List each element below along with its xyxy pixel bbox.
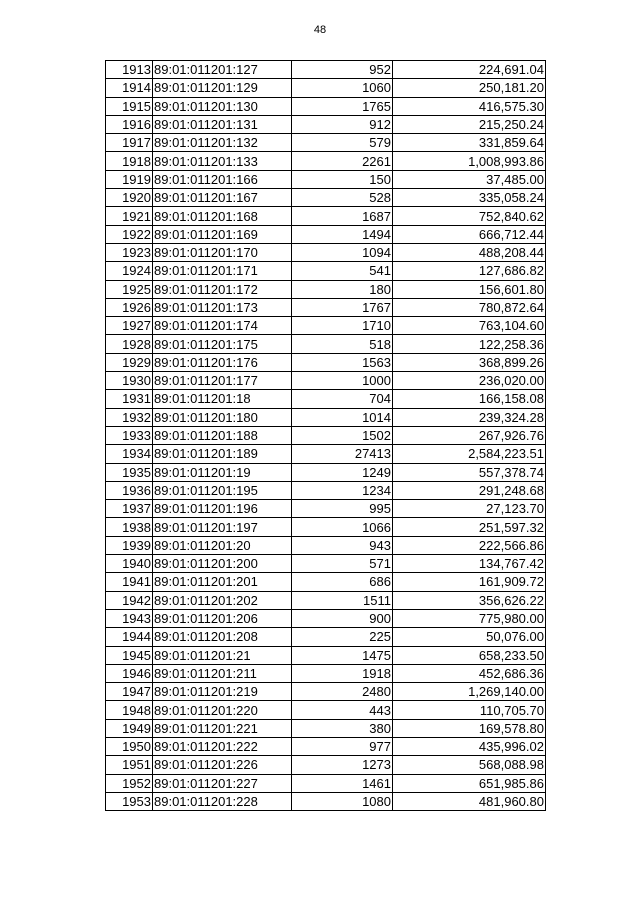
cadastral-value-cell: 368,899.26 (393, 353, 546, 371)
area-cell: 1767 (292, 298, 393, 316)
cadastral-number-cell: 89:01:011201:206 (153, 609, 292, 627)
table-row (106, 372, 546, 390)
cadastral-number-cell: 89:01:011201:132 (153, 134, 292, 152)
area-cell: 1687 (292, 207, 393, 225)
table-row (106, 280, 546, 298)
cadastral-value-cell: 239,324.28 (393, 408, 546, 426)
row-number-cell: 1949 (106, 719, 153, 737)
area-cell: 1249 (292, 463, 393, 481)
table-body (106, 61, 546, 811)
cadastral-value-cell: 752,840.62 (393, 207, 546, 225)
cadastral-value-cell: 658,233.50 (393, 646, 546, 664)
cadastral-number-cell: 89:01:011201:21 (153, 646, 292, 664)
row-number-cell: 1930 (106, 372, 153, 390)
area-cell: 1494 (292, 225, 393, 243)
table-row (106, 189, 546, 207)
area-cell: 380 (292, 719, 393, 737)
row-number-cell: 1944 (106, 628, 153, 646)
table-row (106, 262, 546, 280)
area-cell: 1765 (292, 97, 393, 115)
table-row (106, 463, 546, 481)
cadastral-number-cell: 89:01:011201:168 (153, 207, 292, 225)
cadastral-number-cell: 89:01:011201:222 (153, 737, 292, 755)
cadastral-number-cell: 89:01:011201:180 (153, 408, 292, 426)
cadastral-value-table (105, 60, 546, 811)
table-row (106, 737, 546, 755)
row-number-cell: 1937 (106, 500, 153, 518)
cadastral-number-cell: 89:01:011201:220 (153, 701, 292, 719)
area-cell: 180 (292, 280, 393, 298)
area-cell: 686 (292, 573, 393, 591)
table-row (106, 207, 546, 225)
row-number-cell: 1926 (106, 298, 153, 316)
row-number-cell: 1916 (106, 115, 153, 133)
cadastral-value-cell: 568,088.98 (393, 756, 546, 774)
table-row (106, 555, 546, 573)
cadastral-number-cell: 89:01:011201:208 (153, 628, 292, 646)
cadastral-value-cell: 435,996.02 (393, 737, 546, 755)
area-cell: 900 (292, 609, 393, 627)
cadastral-number-cell: 89:01:011201:201 (153, 573, 292, 591)
area-cell: 1511 (292, 591, 393, 609)
cadastral-value-cell: 416,575.30 (393, 97, 546, 115)
area-cell: 571 (292, 555, 393, 573)
row-number-cell: 1938 (106, 518, 153, 536)
cadastral-number-cell: 89:01:011201:175 (153, 335, 292, 353)
table-row (106, 481, 546, 499)
cadastral-value-cell: 557,378.74 (393, 463, 546, 481)
table-row (106, 591, 546, 609)
row-number-cell: 1951 (106, 756, 153, 774)
table-row (106, 134, 546, 152)
row-number-cell: 1935 (106, 463, 153, 481)
table-row (106, 426, 546, 444)
area-cell: 579 (292, 134, 393, 152)
table-row (106, 152, 546, 170)
area-cell: 1918 (292, 664, 393, 682)
cadastral-value-cell: 335,058.24 (393, 189, 546, 207)
cadastral-number-cell: 89:01:011201:188 (153, 426, 292, 444)
cadastral-value-cell: 251,597.32 (393, 518, 546, 536)
table-row (106, 115, 546, 133)
table-row (106, 225, 546, 243)
cadastral-number-cell: 89:01:011201:200 (153, 555, 292, 573)
cadastral-value-cell: 651,985.86 (393, 774, 546, 792)
table-row (106, 408, 546, 426)
area-cell: 1461 (292, 774, 393, 792)
cadastral-number-cell: 89:01:011201:174 (153, 317, 292, 335)
cadastral-value-cell: 224,691.04 (393, 61, 546, 79)
cadastral-value-cell: 780,872.64 (393, 298, 546, 316)
row-number-cell: 1946 (106, 664, 153, 682)
table-row (106, 445, 546, 463)
area-cell: 1234 (292, 481, 393, 499)
cadastral-value-cell: 356,626.22 (393, 591, 546, 609)
cadastral-number-cell: 89:01:011201:219 (153, 683, 292, 701)
table-row (106, 243, 546, 261)
cadastral-value-cell: 666,712.44 (393, 225, 546, 243)
row-number-cell: 1952 (106, 774, 153, 792)
cadastral-number-cell: 89:01:011201:176 (153, 353, 292, 371)
row-number-cell: 1924 (106, 262, 153, 280)
cadastral-number-cell: 89:01:011201:167 (153, 189, 292, 207)
area-cell: 704 (292, 390, 393, 408)
row-number-cell: 1922 (106, 225, 153, 243)
cadastral-number-cell: 89:01:011201:18 (153, 390, 292, 408)
cadastral-number-cell: 89:01:011201:127 (153, 61, 292, 79)
cadastral-number-cell: 89:01:011201:19 (153, 463, 292, 481)
cadastral-value-cell: 2,584,223.51 (393, 445, 546, 463)
table-row (106, 756, 546, 774)
cadastral-value-cell: 331,859.64 (393, 134, 546, 152)
cadastral-value-cell: 1,008,993.86 (393, 152, 546, 170)
cadastral-number-cell: 89:01:011201:170 (153, 243, 292, 261)
cadastral-number-cell: 89:01:011201:226 (153, 756, 292, 774)
row-number-cell: 1929 (106, 353, 153, 371)
row-number-cell: 1931 (106, 390, 153, 408)
row-number-cell: 1932 (106, 408, 153, 426)
table-row (106, 609, 546, 627)
row-number-cell: 1953 (106, 792, 153, 810)
cadastral-value-cell: 1,269,140.00 (393, 683, 546, 701)
cadastral-value-cell: 763,104.60 (393, 317, 546, 335)
cadastral-number-cell: 89:01:011201:169 (153, 225, 292, 243)
area-cell: 150 (292, 170, 393, 188)
cadastral-value-cell: 222,566.86 (393, 536, 546, 554)
table-row (106, 646, 546, 664)
table-row (106, 719, 546, 737)
row-number-cell: 1948 (106, 701, 153, 719)
cadastral-number-cell: 89:01:011201:227 (153, 774, 292, 792)
table-row (106, 335, 546, 353)
row-number-cell: 1941 (106, 573, 153, 591)
cadastral-number-cell: 89:01:011201:133 (153, 152, 292, 170)
cadastral-value-cell: 161,909.72 (393, 573, 546, 591)
row-number-cell: 1921 (106, 207, 153, 225)
area-cell: 528 (292, 189, 393, 207)
cadastral-value-cell: 169,578.80 (393, 719, 546, 737)
area-cell: 1710 (292, 317, 393, 335)
row-number-cell: 1914 (106, 79, 153, 97)
cadastral-number-cell: 89:01:011201:195 (153, 481, 292, 499)
area-cell: 2261 (292, 152, 393, 170)
area-cell: 952 (292, 61, 393, 79)
row-number-cell: 1919 (106, 170, 153, 188)
row-number-cell: 1945 (106, 646, 153, 664)
cadastral-value-cell: 127,686.82 (393, 262, 546, 280)
cadastral-number-cell: 89:01:011201:196 (153, 500, 292, 518)
cadastral-number-cell: 89:01:011201:172 (153, 280, 292, 298)
cadastral-number-cell: 89:01:011201:129 (153, 79, 292, 97)
cadastral-value-cell: 166,158.08 (393, 390, 546, 408)
area-cell: 1502 (292, 426, 393, 444)
cadastral-value-cell: 267,926.76 (393, 426, 546, 444)
cadastral-value-cell: 50,076.00 (393, 628, 546, 646)
cadastral-number-cell: 89:01:011201:202 (153, 591, 292, 609)
cadastral-value-cell: 122,258.36 (393, 335, 546, 353)
cadastral-number-cell: 89:01:011201:166 (153, 170, 292, 188)
cadastral-number-cell: 89:01:011201:197 (153, 518, 292, 536)
area-cell: 225 (292, 628, 393, 646)
area-cell: 541 (292, 262, 393, 280)
cadastral-value-cell: 37,485.00 (393, 170, 546, 188)
cadastral-number-cell: 89:01:011201:171 (153, 262, 292, 280)
row-number-cell: 1927 (106, 317, 153, 335)
cadastral-number-cell: 89:01:011201:221 (153, 719, 292, 737)
table-row (106, 61, 546, 79)
row-number-cell: 1939 (106, 536, 153, 554)
area-cell: 1094 (292, 243, 393, 261)
cadastral-value-cell: 110,705.70 (393, 701, 546, 719)
cadastral-number-cell: 89:01:011201:130 (153, 97, 292, 115)
area-cell: 1014 (292, 408, 393, 426)
table-row (106, 353, 546, 371)
row-number-cell: 1918 (106, 152, 153, 170)
table-row (106, 573, 546, 591)
cadastral-value-cell: 481,960.80 (393, 792, 546, 810)
table-row (106, 536, 546, 554)
row-number-cell: 1928 (106, 335, 153, 353)
cadastral-value-cell: 156,601.80 (393, 280, 546, 298)
table-row (106, 792, 546, 810)
cadastral-value-cell: 452,686.36 (393, 664, 546, 682)
cadastral-number-cell: 89:01:011201:177 (153, 372, 292, 390)
cadastral-value-cell: 236,020.00 (393, 372, 546, 390)
row-number-cell: 1915 (106, 97, 153, 115)
area-cell: 995 (292, 500, 393, 518)
row-number-cell: 1936 (106, 481, 153, 499)
area-cell: 1273 (292, 756, 393, 774)
cadastral-value-cell: 134,767.42 (393, 555, 546, 573)
table-row (106, 170, 546, 188)
row-number-cell: 1934 (106, 445, 153, 463)
cadastral-value-cell: 250,181.20 (393, 79, 546, 97)
row-number-cell: 1947 (106, 683, 153, 701)
table-row (106, 97, 546, 115)
row-number-cell: 1913 (106, 61, 153, 79)
area-cell: 1475 (292, 646, 393, 664)
area-cell: 1080 (292, 792, 393, 810)
cadastral-number-cell: 89:01:011201:131 (153, 115, 292, 133)
table-row (106, 500, 546, 518)
row-number-cell: 1943 (106, 609, 153, 627)
row-number-cell: 1917 (106, 134, 153, 152)
area-cell: 443 (292, 701, 393, 719)
row-number-cell: 1923 (106, 243, 153, 261)
table-row (106, 518, 546, 536)
area-cell: 1066 (292, 518, 393, 536)
table-row (106, 664, 546, 682)
cadastral-value-cell: 488,208.44 (393, 243, 546, 261)
area-cell: 518 (292, 335, 393, 353)
table-row (106, 317, 546, 335)
cadastral-number-cell: 89:01:011201:211 (153, 664, 292, 682)
row-number-cell: 1940 (106, 555, 153, 573)
area-cell: 1060 (292, 79, 393, 97)
cadastral-number-cell: 89:01:011201:189 (153, 445, 292, 463)
cadastral-value-cell: 775,980.00 (393, 609, 546, 627)
row-number-cell: 1950 (106, 737, 153, 755)
row-number-cell: 1920 (106, 189, 153, 207)
area-cell: 27413 (292, 445, 393, 463)
table-row (106, 774, 546, 792)
table-row (106, 628, 546, 646)
area-cell: 2480 (292, 683, 393, 701)
cadastral-number-cell: 89:01:011201:20 (153, 536, 292, 554)
table-row (106, 683, 546, 701)
table-row (106, 390, 546, 408)
row-number-cell: 1925 (106, 280, 153, 298)
area-cell: 912 (292, 115, 393, 133)
table-row (106, 79, 546, 97)
page-number: 48 (313, 24, 327, 36)
cadastral-value-cell: 291,248.68 (393, 481, 546, 499)
cadastral-value-cell: 215,250.24 (393, 115, 546, 133)
row-number-cell: 1933 (106, 426, 153, 444)
row-number-cell: 1942 (106, 591, 153, 609)
cadastral-value-cell: 27,123.70 (393, 500, 546, 518)
cadastral-number-cell: 89:01:011201:173 (153, 298, 292, 316)
area-cell: 977 (292, 737, 393, 755)
table-row (106, 701, 546, 719)
table-row (106, 298, 546, 316)
area-cell: 943 (292, 536, 393, 554)
area-cell: 1000 (292, 372, 393, 390)
area-cell: 1563 (292, 353, 393, 371)
cadastral-number-cell: 89:01:011201:228 (153, 792, 292, 810)
